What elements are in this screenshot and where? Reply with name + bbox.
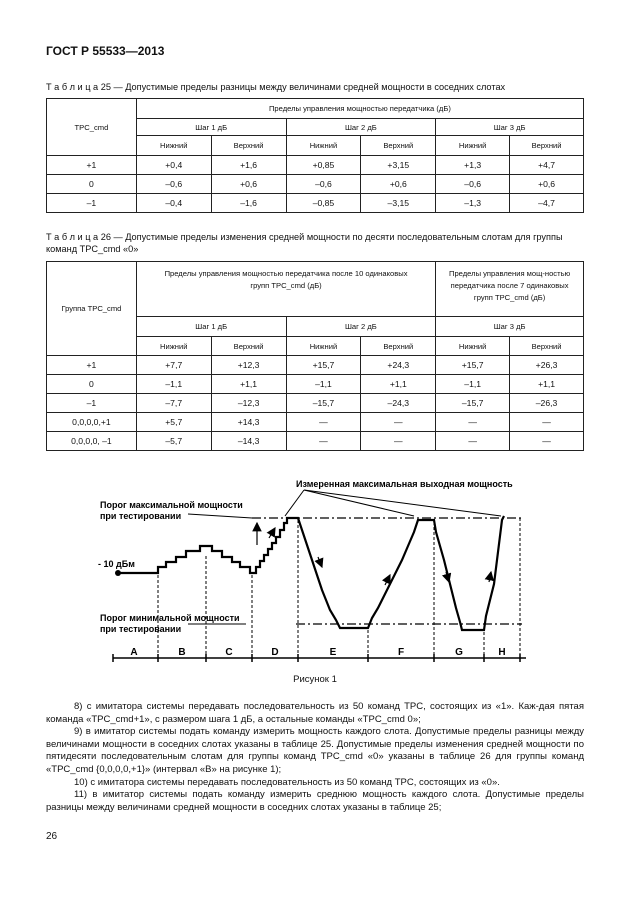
table-cell: +1,3 (436, 156, 510, 175)
table-cell: +0,6 (361, 175, 436, 194)
table-cell: — (510, 413, 584, 432)
table-cell: –12,3 (211, 394, 286, 413)
step-arrow (269, 528, 275, 538)
interval-label-b: B (178, 647, 186, 658)
table-cell: 0 (47, 175, 137, 194)
table-row (47, 356, 584, 375)
table-cell: +0,85 (286, 156, 361, 175)
table26-upper: Верхний (361, 337, 436, 356)
table-cell: — (436, 432, 510, 451)
table-cell: –24,3 (361, 394, 436, 413)
table-cell: +4,7 (510, 156, 584, 175)
table-25 (46, 98, 584, 213)
min-threshold-label-2: при тестировании (100, 624, 182, 634)
table25-step1: Шаг 1 дБ (136, 119, 286, 136)
table-cell: +5,7 (136, 413, 211, 432)
table-cell: 0,0,0,0, –1 (47, 432, 137, 451)
table-cell: –0,85 (286, 194, 361, 213)
table-cell: +1,1 (361, 375, 436, 394)
table25-step2: Шаг 2 дБ (286, 119, 436, 136)
page-number: 26 (46, 831, 58, 842)
interval-label-e: E (329, 647, 337, 658)
paragraph-10: 10) с имитатора системы передавать последовательность из 50 команд TPC, состоящих из «0». (74, 776, 500, 788)
step-arrow (318, 557, 322, 567)
leader-line (188, 514, 252, 518)
table26-lower: Нижний (136, 337, 211, 356)
table-cell: –0,6 (436, 175, 510, 194)
table-cell: +26,3 (510, 356, 584, 375)
table-cell: — (361, 432, 436, 451)
table-cell: — (436, 413, 510, 432)
table25-upper: Верхний (211, 136, 286, 156)
table-cell: +15,7 (436, 356, 510, 375)
table-cell: –1,1 (436, 375, 510, 394)
table-cell: –1,3 (436, 194, 510, 213)
table-cell: –1,1 (286, 375, 361, 394)
table-cell: –15,7 (286, 394, 361, 413)
table-cell: +1,1 (510, 375, 584, 394)
peak-pointer (304, 490, 501, 516)
table-cell: –26,3 (510, 394, 584, 413)
table-row (47, 413, 584, 432)
table25-lower: Нижний (286, 136, 361, 156)
table25-group-header: Пределы управления мощностью передатчика (дБ) (136, 99, 583, 119)
table25-lower: Нижний (436, 136, 510, 156)
table-cell: — (510, 432, 584, 451)
table-cell: +3,15 (361, 156, 436, 175)
min-threshold-label-1: Порог минимальной мощности (100, 613, 240, 623)
table-cell: +12,3 (211, 356, 286, 375)
level-label: - 10 дБм (98, 559, 135, 569)
table25-lower: Нижний (136, 136, 211, 156)
interval-label-c: C (225, 647, 233, 658)
table-cell: –15,7 (436, 394, 510, 413)
paragraph-9: 9) в имитатор системы подать команду измерить мощность каждого слота. Допустимые пределы разницы между величинами мощности в соседних слотах указаны в таблице 25. Допустимые пределы изменения средней мощности по пятидесяти последовательным слотам для группы команд TPC_cmd «0» указаны в таблице 26 для группы команд «TPC_cmd {0,0,0,0,+1}» (интервал «B» на рисунке 1); (46, 726, 584, 775)
table-row (47, 432, 584, 451)
table26-group-header-1: Пределы управления мощностью передатчика после 10 одинаковых групп TPC_cmd (дБ) (136, 262, 435, 317)
table26-upper: Верхний (510, 337, 584, 356)
table26-caption: Т а б л и ц а 26 — Допустимые пределы изменения средней мощности по десяти последовательным слотам для группы команд TPC_cmd «0» (46, 232, 563, 254)
table-cell: –0,6 (136, 175, 211, 194)
table-cell: –3,15 (361, 194, 436, 213)
paragraph-8: 8) с имитатора системы передавать последовательность из 50 команд TPC, состоящих из «1». Каж-дая пятая команда «TPC_cmd+1», с размером шага 1 дБ, а остальные команды «TPC_cmd 0»; (46, 701, 584, 725)
table-26 (46, 261, 584, 451)
max-threshold-label-1: Порог максимальной мощности (100, 500, 243, 510)
table-cell: +1 (47, 356, 137, 375)
peak-pointer (285, 490, 304, 516)
interval-label-d: D (271, 647, 279, 658)
table-cell: +24,3 (361, 356, 436, 375)
table26-group-header-2: Пределы управления мощ-ностью передатчика после 7 одинаковых групп TPC_cmd (дБ) (436, 262, 584, 317)
table26-row-header: Группа TPC_cmd (47, 262, 137, 356)
table-cell: –5,7 (136, 432, 211, 451)
measured-power-label: Измеренная максимальная выходная мощность (296, 479, 513, 489)
document-header: ГОСТ Р 55533—2013 (46, 44, 165, 58)
table-cell: –1,1 (136, 375, 211, 394)
table-row (47, 394, 584, 413)
table-cell: +15,7 (286, 356, 361, 375)
table-row (47, 375, 584, 394)
interval-label-g: G (455, 647, 463, 658)
table25-step3: Шаг 3 дБ (436, 119, 584, 136)
table-row (47, 156, 584, 175)
table-row (47, 175, 584, 194)
paragraph-11: 11) в имитатор системы подать команду измерить среднюю мощность каждого слота. Допустимые пределы разницы между величинами средней мощности в соседних слотах указаны в таблице 25; (46, 789, 584, 813)
table-cell: –0,4 (136, 194, 211, 213)
table26-lower: Нижний (436, 337, 510, 356)
table-cell: 0 (47, 375, 137, 394)
table26-lower: Нижний (286, 337, 361, 356)
table-cell: +0,4 (136, 156, 211, 175)
table26-step3: Шаг 3 дБ (436, 317, 584, 337)
max-threshold-label-2: при тестировании (100, 511, 182, 521)
body-text (46, 701, 584, 814)
table25-upper: Верхний (361, 136, 436, 156)
table-cell: 0,0,0,0,+1 (47, 413, 137, 432)
table-cell: +1 (47, 156, 137, 175)
table26-step1: Шаг 1 дБ (136, 317, 286, 337)
table-cell: +1,6 (211, 156, 286, 175)
interval-separators (158, 518, 520, 658)
table-cell: –7,7 (136, 394, 211, 413)
table25-row-header: TPC_cmd (47, 99, 137, 156)
table-cell: +7,7 (136, 356, 211, 375)
table-row (47, 194, 584, 213)
interval-label-h: H (498, 647, 506, 658)
table26-upper: Верхний (211, 337, 286, 356)
table-cell: –1 (47, 394, 137, 413)
power-control-figure (88, 470, 538, 670)
figure-caption: Рисунок 1 (293, 674, 337, 685)
table-cell: +14,3 (211, 413, 286, 432)
table-cell: –1,6 (211, 194, 286, 213)
table-cell: –14,3 (211, 432, 286, 451)
table26-step2: Шаг 2 дБ (286, 317, 436, 337)
table-cell: — (286, 432, 361, 451)
table-cell: — (361, 413, 436, 432)
table-cell: –4,7 (510, 194, 584, 213)
table-cell: — (286, 413, 361, 432)
table-cell: +0,6 (510, 175, 584, 194)
table-cell: +1,1 (211, 375, 286, 394)
start-point (115, 570, 121, 576)
interval-label-a: A (130, 647, 138, 658)
table25-upper: Верхний (510, 136, 584, 156)
table-cell: –1 (47, 194, 137, 213)
peak-pointer (304, 490, 414, 516)
step-arrow (489, 572, 491, 582)
table25-caption: Т а б л и ц а 25 — Допустимые пределы разницы между величинами средней мощности в соседних слотах (46, 82, 506, 92)
interval-label-f: F (397, 647, 405, 658)
table-cell: +0,6 (211, 175, 286, 194)
table-cell: –0,6 (286, 175, 361, 194)
